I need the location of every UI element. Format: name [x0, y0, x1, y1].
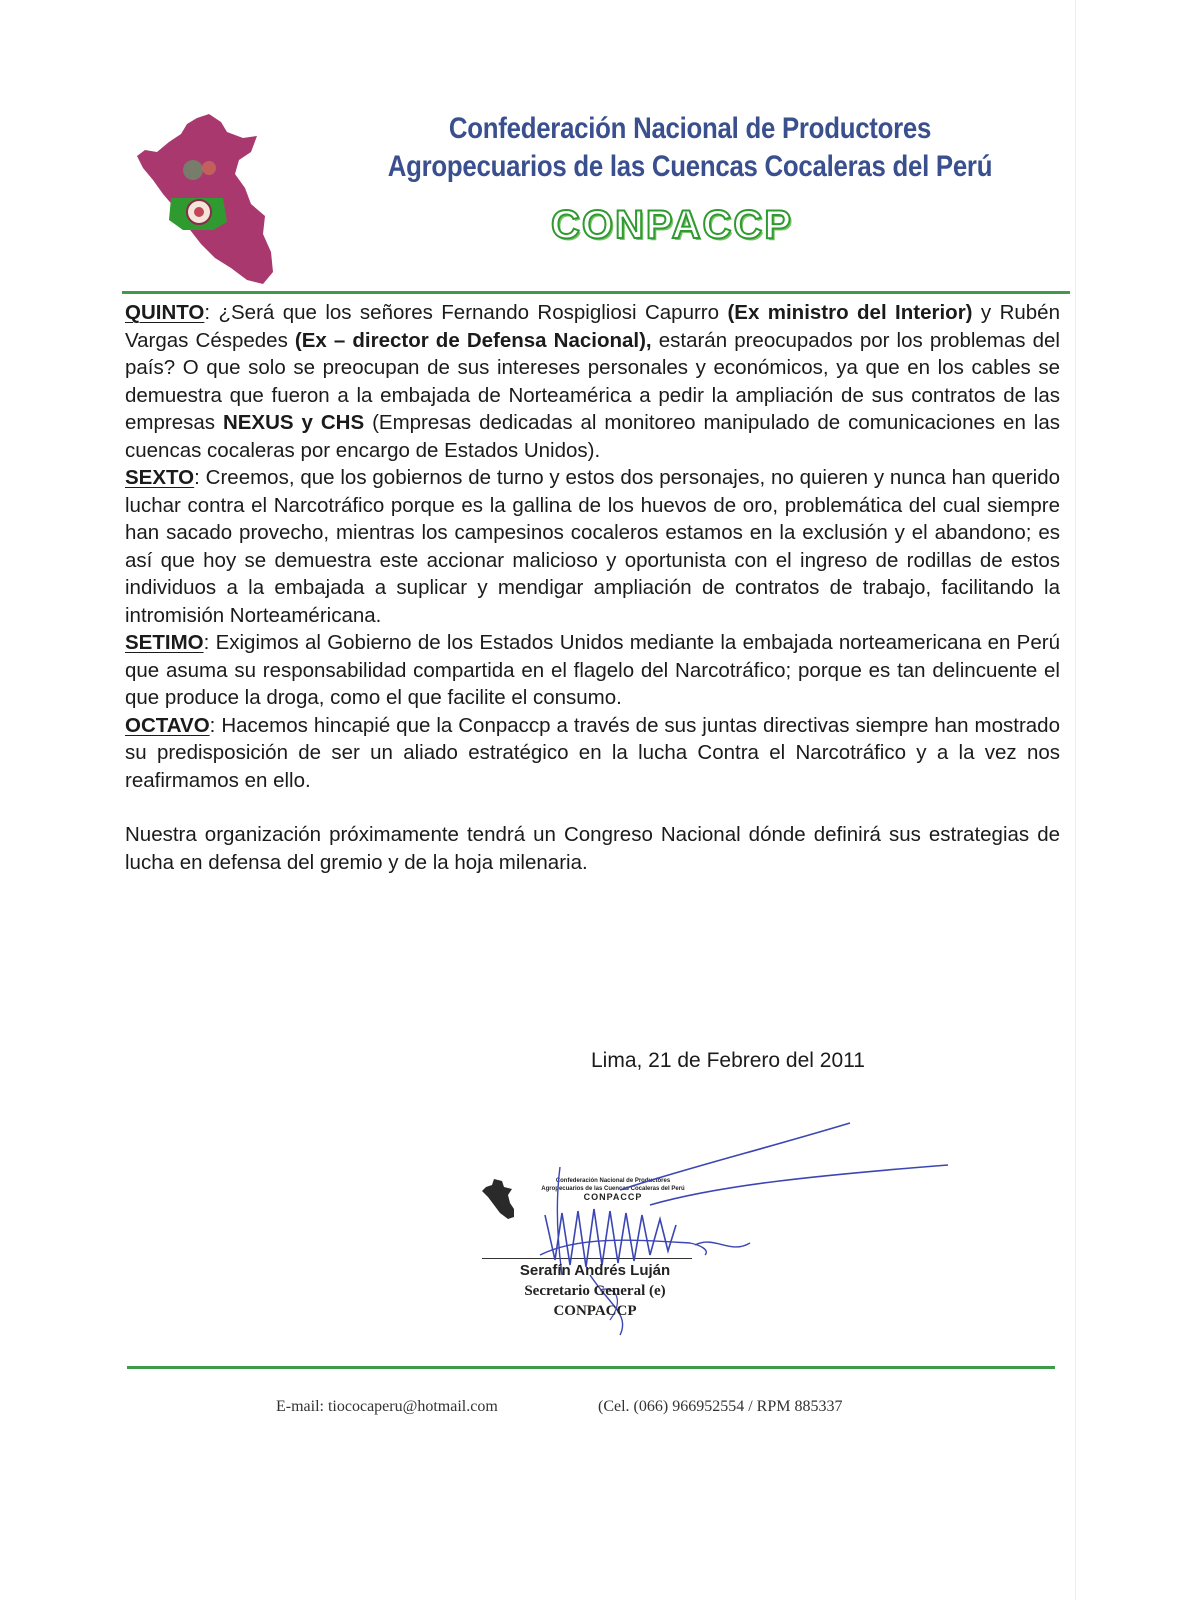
closing-paragraph: Nuestra organización próximamente tendrá un Congreso Nacional dónde definirá sus estrategias de lucha en defensa del gremio y de la hoja milenaria.	[125, 823, 1060, 874]
footer-phone: (Cel. (066) 966952554 / RPM 885337	[598, 1398, 843, 1415]
section-text: Hacemos hincapié que la Conpaccp a través de sus juntas directivas siempre han mostrado su predisposición de ser un aliado estratégico en la lucha Contra el Narcotráfico y a la vez nos reafirmamos en ello.	[125, 713, 1060, 792]
letter-date: Lima, 21 de Febrero del 2011	[591, 1049, 865, 1072]
signature-line	[482, 1258, 692, 1259]
section-text: estarán preocupados por los problemas del país? O que solo se preocupan de sus intereses personales y económicos, ya que en los cables se demuestra que fueron a la embajada de Norteamérica a pedir la ampliación de sus contratos de las empresas	[125, 328, 1060, 434]
organization-stamp	[480, 1165, 710, 1225]
section-quinto: QUINTO: ¿Será que los señores Fernando Rospigliosi Capurro (Ex ministro del Interior) y Rubén Vargas Céspedes (Ex – director de Defensa Nacional), estarán preocupados por los problemas del país? O que solo se preocupan de sus intereses personales y económicos, ya que en los cables se demuestra que fueron a la embajada de Norteamérica a pedir la ampliación de sus contratos de las empresas NEXUS y CHS (Empresas dedicadas al monitoreo manipulado de comunicaciones en las cuencas cocaleras por encargo de Estados Unidos).	[125, 301, 1060, 462]
stamp-brand: CONPACCP	[583, 1192, 643, 1202]
stamp-map-icon	[480, 1177, 516, 1221]
signatory-name: Serafín Andrés Luján	[519, 1262, 671, 1279]
section-label: OCTAVO	[125, 713, 210, 737]
stamp-line2: Agropecuarios de las Cuencas Cocaleras del Perú	[541, 1186, 685, 1192]
organization-title-line2: Agropecuarios de las Cuencas Cocaleras del Perú	[387, 150, 993, 183]
organization-title	[355, 110, 1026, 186]
letter-body	[125, 299, 1060, 876]
section-label: QUINTO	[125, 301, 205, 324]
stamp-line1: Confederación Nacional de Productores	[555, 1178, 671, 1184]
section-sexto: SEXTO: Creemos, que los gobiernos de turno y estos dos personajes, no quieren y nunca han querido luchar contra el Narcotráfico porque es la gallina de los huevos de oro, problemática del cual siempre han sacado provecho, mientras los campesinos cocaleros estamos en la exclusión y el abandono; es así que hoy se demuestra este accionar malicioso y oportunista con el ingreso de rodillas de estos individuos a la embajada a suplicar y mendigar ampliación de contratos de trabajo, facilitando la intromisión Norteaméricana.	[125, 466, 1060, 627]
section-text: ¿Será que los señores Fernando Rospigliosi Capurro	[218, 301, 728, 324]
organization-title-line1: Confederación Nacional de Productores	[448, 112, 932, 145]
footer-divider	[127, 1366, 1055, 1369]
scan-edge	[1075, 0, 1076, 1600]
section-text: Exigimos al Gobierno de los Estados Unidos mediante la embajada norteamericana en Perú que asuma su responsabilidad compartida en el flagelo del Narcotráfico; porque es tan delincuente el que produce la droga, como el que facilite el consumo.	[125, 631, 1060, 709]
section-label: SEXTO	[125, 466, 195, 489]
section-label: SETIMO	[125, 631, 204, 654]
section-text: y Rubén Vargas Céspedes	[125, 301, 1060, 352]
section-text-bold: (Ex – director de Defensa Nacional),	[294, 328, 652, 352]
section-text-bold: (Ex ministro del Interior)	[727, 301, 973, 324]
section-text: (Empresas dedicadas al monitoreo manipulado de comunicaciones en las cuencas cocaleras por encargo de Estados Unidos).	[125, 411, 1060, 462]
brand-logo-text: CONPACCP	[551, 203, 793, 247]
signatory-organization: CONPACCP	[553, 1303, 637, 1319]
stamp-text	[518, 1177, 708, 1201]
section-setimo: SETIMO: Exigimos al Gobierno de los Estados Unidos mediante la embajada norteamericana en Perú que asuma su responsabilidad compartida en el flagelo del Narcotráfico; porque es tan delincuente el que produce la droga, como el que facilite el consumo.	[125, 631, 1060, 709]
footer-email: E-mail: tiococaperu@hotmail.com	[276, 1398, 498, 1415]
section-text: Creemos, que los gobiernos de turno y estos dos personajes, no quieren y nunca han querido luchar contra el Narcotráfico porque es la gallina de los huevos de oro, problemática del cual siempre han sacado provecho, mientras los campesinos cocaleros estamos en la exclusión y el abandono; es así que hoy se demuestra este accionar malicioso y oportunista con el ingreso de rodillas de estos individuos a la embajada a suplicar y mendigar ampliación de contratos de trabajo, facilitando la intromisión Norteaméricana.	[125, 466, 1060, 627]
peru-map-logo	[135, 112, 275, 287]
header-divider	[122, 291, 1070, 294]
section-text-bold: NEXUS y CHS	[222, 411, 365, 434]
section-octavo: OCTAVO: Hacemos hincapié que la Conpaccp a través de sus juntas directivas siempre han mostrado su predisposición de ser un aliado estratégico en la lucha Contra el Narcotráfico y a la vez nos reafirmamos en ello.	[125, 713, 1060, 792]
signatory-role: Secretario General (e)	[524, 1283, 666, 1299]
